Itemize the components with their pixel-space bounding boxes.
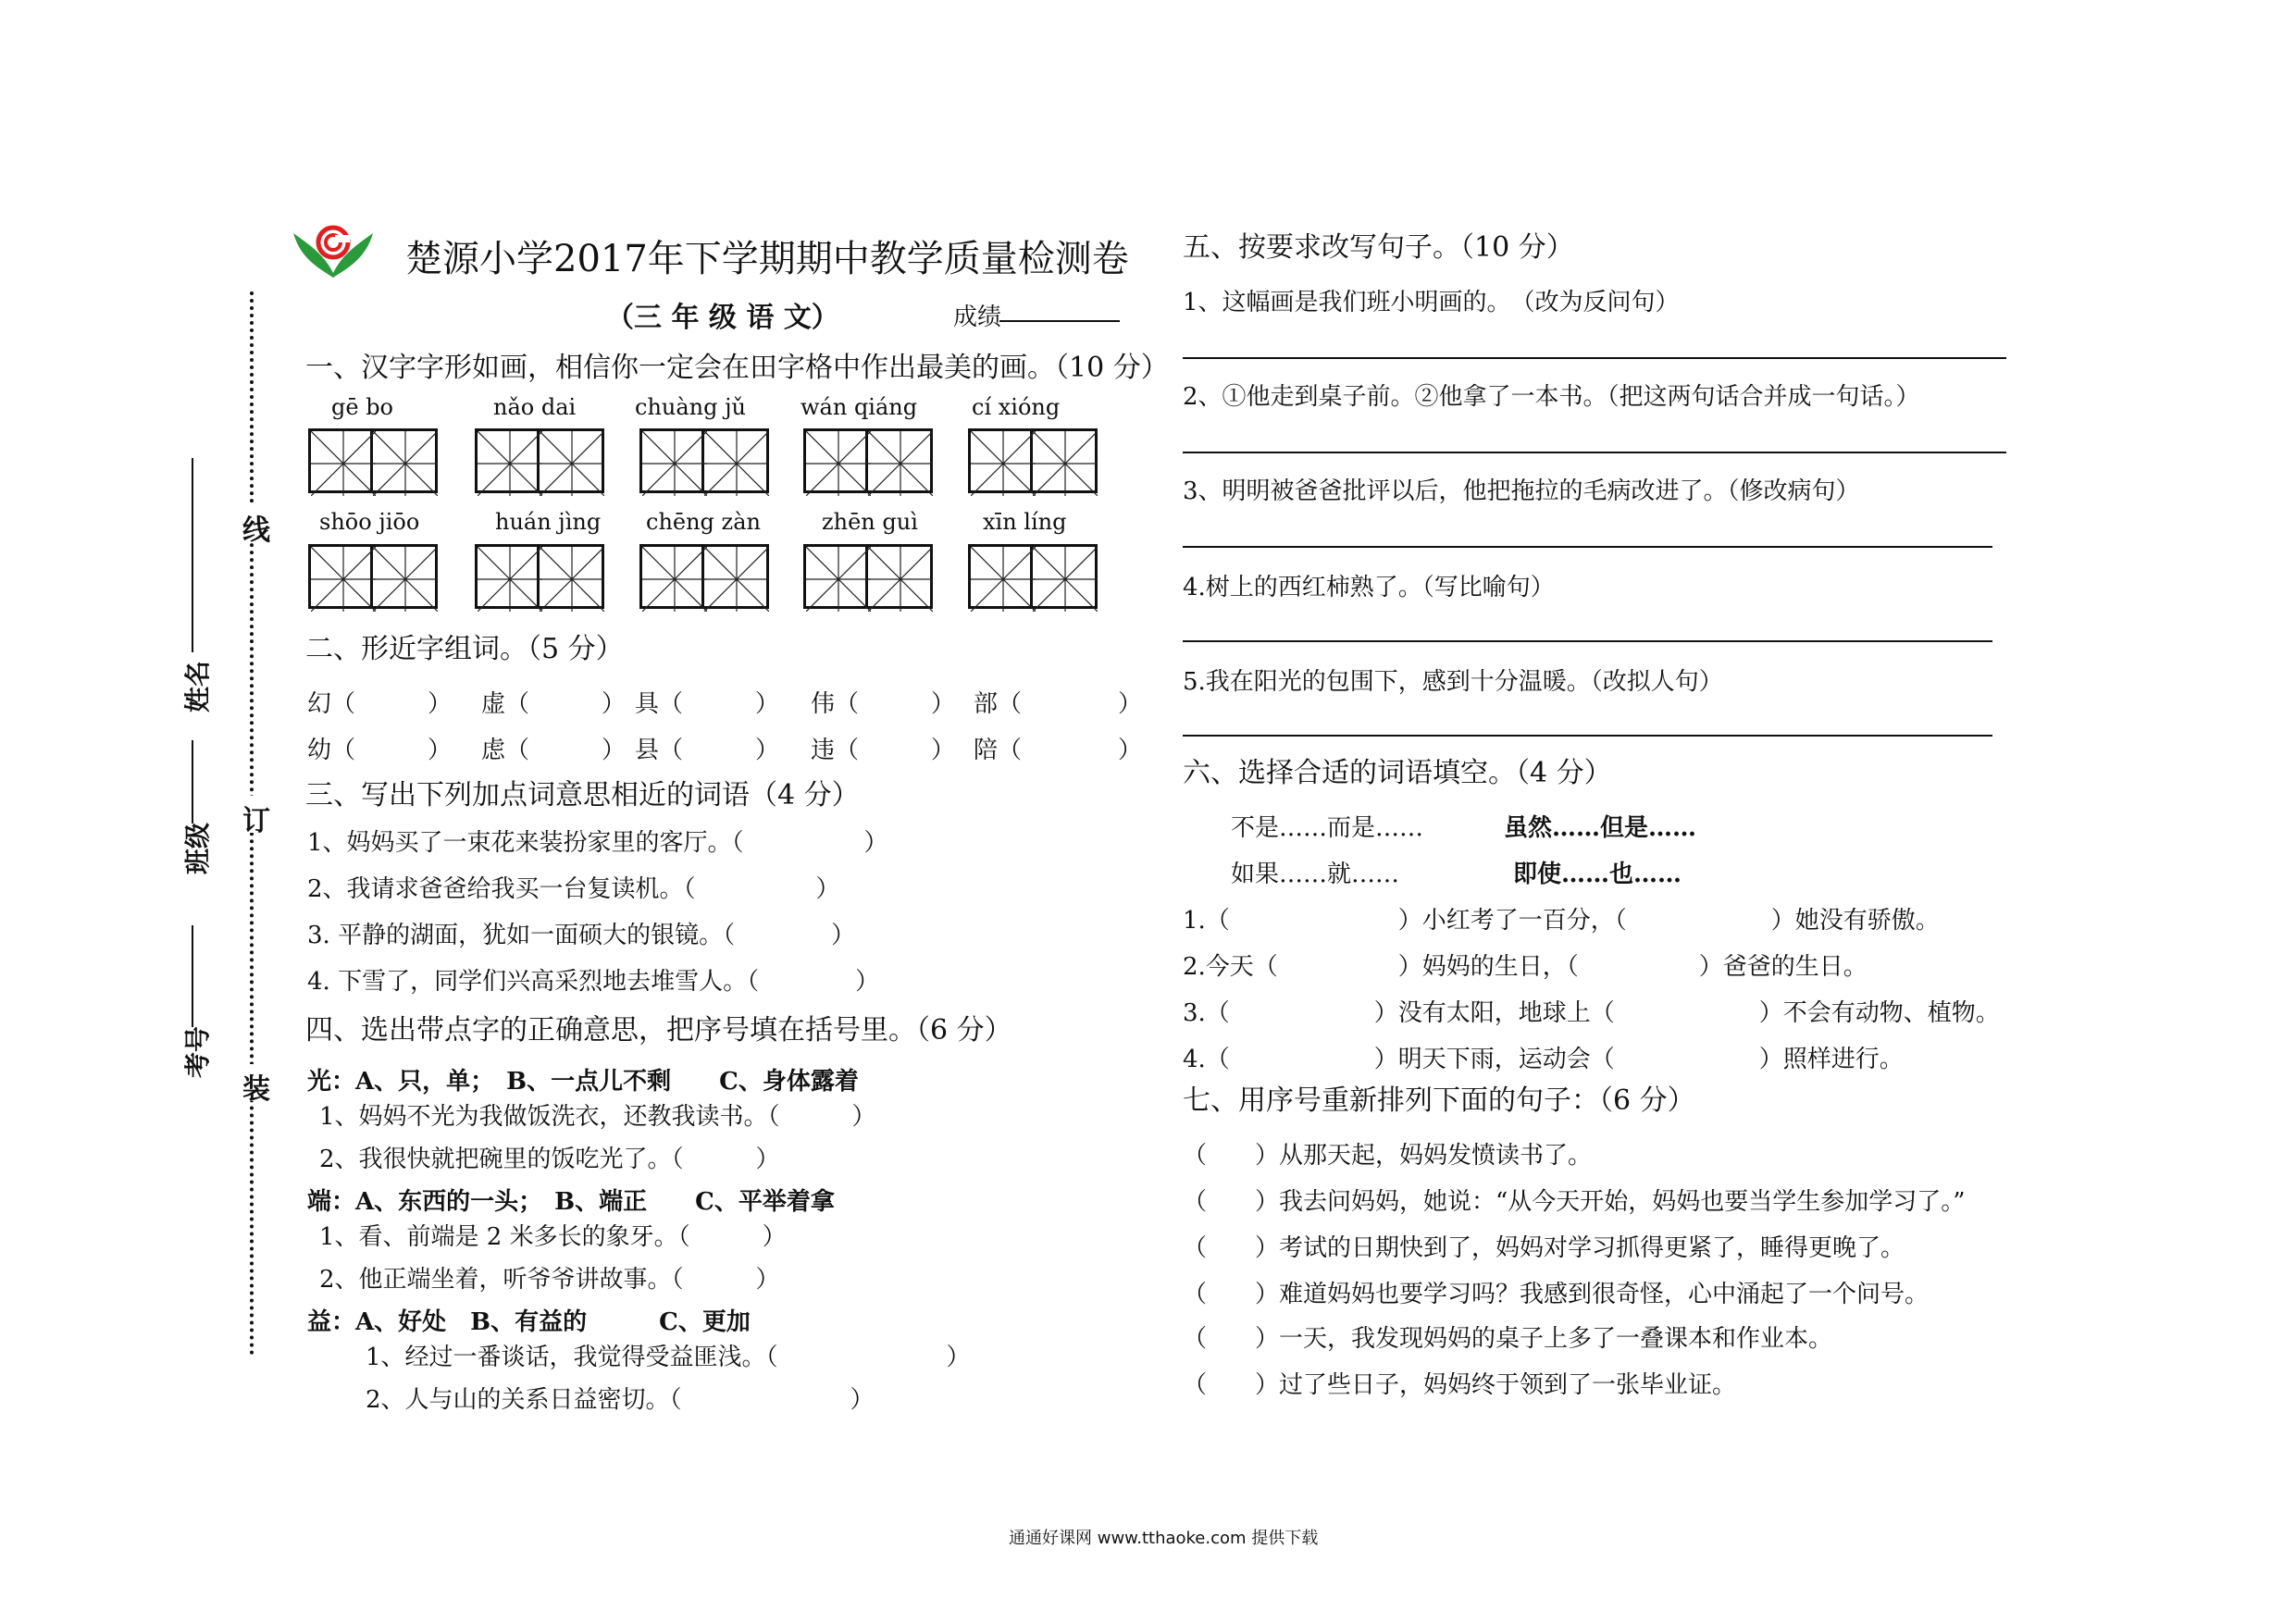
tianzige-cell[interactable] (803, 544, 868, 609)
tianzige-cell[interactable] (868, 544, 933, 609)
word-pair[interactable]: 部（ ） (974, 690, 1143, 718)
word-pair[interactable]: 违（ ） (811, 737, 956, 764)
option-list: 光：A、只，单； B、一点儿不剩 C、身体露着 (307, 1068, 859, 1096)
binding-ding: 订 (242, 805, 270, 837)
word-pair[interactable]: 虚（ ） (481, 690, 627, 718)
tianzige-pair[interactable] (639, 428, 769, 493)
sentence-item[interactable]: （ ）考试的日期快到了，妈妈对学习抓得更紧了，睡得更晚了。 (1183, 1234, 1905, 1262)
page-title: 楚源小学2017年下学期期中教学质量检测卷 (405, 238, 1129, 280)
binding-xian: 线 (242, 514, 270, 547)
page-subtitle: （三 年 级 语 文） (606, 302, 839, 334)
option-list: 端：A、东西的一头； B、端正 C、平举着拿 (307, 1188, 835, 1216)
word-pair[interactable]: 伟（ ） (811, 690, 956, 718)
tianzige-cell[interactable] (475, 428, 540, 493)
answer-line[interactable] (1183, 546, 1992, 548)
question-item[interactable]: 1.（ ）小红考了一百分，（ ）她没有骄傲。 (1183, 907, 1940, 935)
tianzige-cell[interactable] (803, 428, 868, 493)
question-item: 4.树上的西红柿熟了。（写比喻句） (1183, 574, 1555, 601)
label-banji: 班级 (182, 822, 213, 874)
word-choice: 即使……也…… (1513, 861, 1682, 888)
pinyin: cí xióng (972, 394, 1061, 420)
tianzige-cell[interactable] (704, 428, 769, 493)
tianzige-pair[interactable] (639, 544, 769, 609)
answer-line[interactable] (1183, 452, 2006, 453)
tianzige-cell[interactable] (475, 544, 540, 609)
tianzige-cell[interactable] (1033, 544, 1098, 609)
pinyin: huán jìng (495, 509, 602, 535)
tianzige-cell[interactable] (639, 544, 704, 609)
question-item[interactable]: 1、经过一番谈话，我觉得受益匪浅。（ ） (366, 1344, 971, 1371)
word-choice: 虽然……但是…… (1504, 814, 1697, 842)
tianzige-pair[interactable] (475, 428, 604, 493)
pinyin: chēng zàn (646, 509, 761, 535)
tianzige-pair[interactable] (968, 544, 1098, 609)
answer-line[interactable] (1183, 357, 2006, 359)
question-item: 2、①他走到桌子前。②他拿了一本书。（把这两句话合并成一句话。） (1183, 383, 1920, 411)
pinyin: wán qiáng (800, 394, 918, 420)
question-item[interactable]: 2、我请求爸爸给我买一台复读机。（ ） (307, 875, 840, 903)
label-kaohao: 考号 (182, 1025, 213, 1078)
tianzige-cell[interactable] (540, 428, 604, 493)
section6-heading: 六、选择合适的词语填空。（4 分） (1183, 757, 1612, 789)
question-item[interactable]: 3.（ ）没有太阳，地球上（ ）不会有动物、植物。 (1183, 999, 2000, 1027)
question-item[interactable]: 3. 平静的湖面，犹如一面硕大的银镜。（ ） (307, 922, 856, 949)
answer-line[interactable] (1183, 735, 1992, 737)
question-item: 5.我在阳光的包围下，感到十分温暖。（改拟人句） (1183, 668, 1723, 696)
question-item[interactable]: 2、我很快就把碗里的饭吃光了。（ ） (319, 1146, 780, 1173)
tianzige-cell[interactable] (868, 428, 933, 493)
tianzige-cell[interactable] (308, 428, 373, 493)
word-pair[interactable]: 幼（ ） (307, 737, 453, 764)
tianzige-cell[interactable] (968, 544, 1033, 609)
footer-credit: 通通好课网 www.tthaoke.com 提供下载 (1009, 1529, 1319, 1548)
binding-zhuang: 装 (242, 1073, 270, 1106)
section5-heading: 五、按要求改写句子。（10 分） (1183, 231, 1574, 264)
section7-heading: 七、用序号重新排列下面的句子：（6 分） (1183, 1084, 1695, 1117)
word-choice: 如果……就…… (1231, 861, 1400, 888)
word-choice: 不是……而是…… (1231, 814, 1424, 842)
kaohao-field[interactable] (192, 925, 193, 1027)
pinyin: zhēn guì (822, 509, 918, 535)
question-item[interactable]: 2、人与山的关系日益密切。（ ） (366, 1386, 875, 1414)
tianzige-cell[interactable] (373, 428, 438, 493)
pinyin: nǎo dai (493, 394, 577, 420)
sentence-item[interactable]: （ ）我去问妈妈，她说：“从今天开始，妈妈也要当学生参加学习了。” (1183, 1188, 1966, 1216)
tianzige-cell[interactable] (968, 428, 1033, 493)
tianzige-pair[interactable] (308, 428, 438, 493)
tianzige-cell[interactable] (540, 544, 604, 609)
tianzige-cell[interactable] (373, 544, 438, 609)
sentence-item[interactable]: （ ）一天，我发现妈妈的桌子上多了一叠课本和作业本。 (1183, 1325, 1833, 1353)
pinyin: shōo jiōo (319, 509, 420, 535)
score-label: 成绩 (953, 304, 1002, 331)
question-item: 3、明明被爸爸批评以后，他把拖拉的毛病改进了。（修改病句） (1183, 477, 1860, 505)
option-list: 益：A、好处 B、有益的 C、更加 (307, 1308, 751, 1336)
tianzige-pair[interactable] (968, 428, 1098, 493)
tianzige-cell[interactable] (639, 428, 704, 493)
question-item[interactable]: 1、妈妈买了一束花来装扮家里的客厅。（ ） (307, 829, 888, 857)
question-item[interactable]: 1、妈妈不光为我做饭洗衣，还教我读书。（ ） (319, 1103, 876, 1131)
section4-heading: 四、选出带点字的正确意思，把序号填在括号里。（6 分） (305, 1014, 1012, 1047)
answer-line[interactable] (1183, 640, 1992, 642)
tianzige-cell[interactable] (308, 544, 373, 609)
word-pair[interactable]: 具（ ） (635, 690, 780, 718)
pinyin: gē bo (331, 394, 394, 420)
tianzige-cell[interactable] (704, 544, 769, 609)
label-xingming: 姓名 (182, 660, 213, 712)
question-item: 1、这幅画是我们班小明画的。 （改为反问句） (1183, 289, 1680, 316)
banji-field[interactable] (192, 740, 193, 824)
score-field[interactable] (999, 320, 1120, 322)
sentence-item[interactable]: （ ）过了些日子，妈妈终于领到了一张毕业证。 (1183, 1371, 1737, 1399)
section3-heading: 三、写出下列加点词意思相近的词语（4 分） (305, 779, 860, 812)
tianzige-pair[interactable] (475, 544, 604, 609)
xingming-field[interactable] (192, 458, 193, 652)
section2-heading: 二、形近字组词。（5 分） (305, 633, 624, 665)
question-item[interactable]: 2.今天（ ）妈妈的生日，（ ）爸爸的生日。 (1183, 953, 1868, 981)
question-item[interactable]: 1、看、前端是 2 米多长的象牙。（ ） (319, 1223, 787, 1251)
tianzige-pair[interactable] (803, 428, 933, 493)
word-pair[interactable]: 虑（ ） (481, 737, 627, 764)
sentence-item[interactable]: （ ）从那天起，妈妈发愤读书了。 (1183, 1142, 1593, 1170)
question-item[interactable]: 2、他正端坐着，听爷爷讲故事。（ ） (319, 1266, 780, 1294)
tianzige-pair[interactable] (308, 544, 438, 609)
tianzige-pair[interactable] (803, 544, 933, 609)
section1-heading: 一、汉字字形如画，相信你一定会在田字格中作出最美的画。（10 分） (305, 352, 1169, 384)
question-item[interactable]: 4. 下雪了，同学们兴高采烈地去堆雪人。（ ） (307, 968, 880, 996)
question-item[interactable]: 4.（ ）明天下雨，运动会（ ）照样进行。 (1183, 1046, 1904, 1073)
tianzige-cell[interactable] (1033, 428, 1098, 493)
pinyin: chuàng jǔ (635, 394, 747, 420)
word-pair[interactable]: 县（ ） (635, 737, 780, 764)
school-logo (292, 222, 375, 283)
word-pair[interactable]: 幻（ ） (307, 690, 453, 718)
word-pair[interactable]: 陪（ ） (974, 737, 1143, 764)
pinyin: xīn líng (983, 509, 1067, 535)
sentence-item[interactable]: （ ）难道妈妈也要学习吗？我感到很奇怪，心中涌起了一个问号。 (1183, 1281, 1930, 1308)
